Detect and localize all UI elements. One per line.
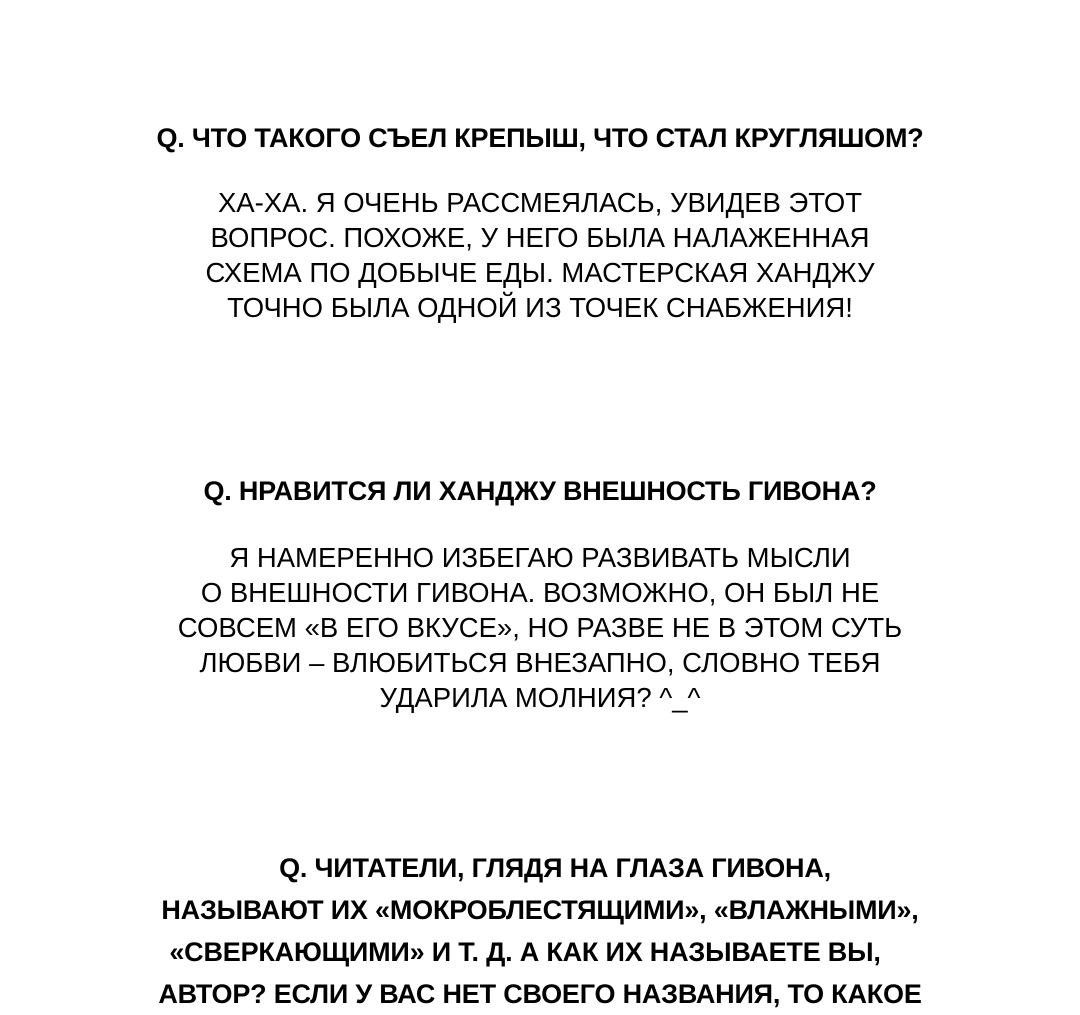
answer-line: ХА-ХА. Я ОЧЕНЬ РАССМЕЯЛАСЬ, УВИДЕВ ЭТОТ xyxy=(217,187,863,218)
answer-line: УДАРИЛА МОЛНИЯ? ^_^ xyxy=(379,682,701,713)
answer-paragraph xyxy=(0,185,1080,325)
answer-line: СХЕМА ПО ДОБЫЧЕ ЕДЫ. МАСТЕРСКАЯ ХАНДЖУ xyxy=(205,257,875,288)
qa-2-question xyxy=(0,472,1080,510)
question-heading xyxy=(0,472,1080,510)
answer-line: ВОПРОС. ПОХОЖЕ, У НЕГО БЫЛА НАЛАЖЕННАЯ xyxy=(210,222,870,253)
answer-line: СОВСЕМ «В ЕГО ВКУСЕ», НО РАЗВЕ НЕ В ЭТОМ СУТЬ xyxy=(177,612,903,643)
qa-1-question xyxy=(0,119,1080,157)
question-line: НАЗЫВАЮТ ИХ «МОКРОБЛЕСТЯЩИМИ», «ВЛАЖНЫМИ», xyxy=(161,895,919,925)
question-line: «СВЕРКАЮЩИМИ» И Т. Д. А КАК ИХ НАЗЫВАЕТЕ ВЫ, xyxy=(169,937,881,967)
question-line: Q. НРАВИТСЯ ЛИ ХАНДЖУ ВНЕШНОСТЬ ГИВОНА? xyxy=(203,476,877,506)
question-line: Q. ЧТО ТАКОГО СЪЕЛ КРЕПЫШ, ЧТО СТАЛ КРУГЛЯШОМ? xyxy=(156,123,924,153)
question-line: АВТОР? ЕСЛИ У ВАС НЕТ СВОЕГО НАЗВАНИЯ, ТО КАКОЕ xyxy=(158,979,922,1009)
answer-line: ТОЧНО БЫЛА ОДНОЙ ИЗ ТОЧЕК СНАБЖЕНИЯ! xyxy=(227,292,853,323)
question-heading xyxy=(0,847,1080,1015)
question-heading xyxy=(0,119,1080,157)
qa-1-answer xyxy=(0,185,1080,325)
qa-3-question xyxy=(0,847,1080,1015)
answer-line: Я НАМЕРЕННО ИЗБЕГАЮ РАЗВИВАТЬ МЫСЛИ xyxy=(229,542,851,573)
qa-2-answer xyxy=(0,540,1080,715)
answer-line: О ВНЕШНОСТИ ГИВОНА. ВОЗМОЖНО, ОН БЫЛ НЕ xyxy=(200,577,880,608)
answer-paragraph xyxy=(0,540,1080,715)
question-line: Q. ЧИТАТЕЛИ, ГЛЯДЯ НА ГЛАЗА ГИВОНА, xyxy=(279,853,831,883)
answer-line: ЛЮБВИ – ВЛЮБИТЬСЯ ВНЕЗАПНО, СЛОВНО ТЕБЯ xyxy=(199,647,881,678)
